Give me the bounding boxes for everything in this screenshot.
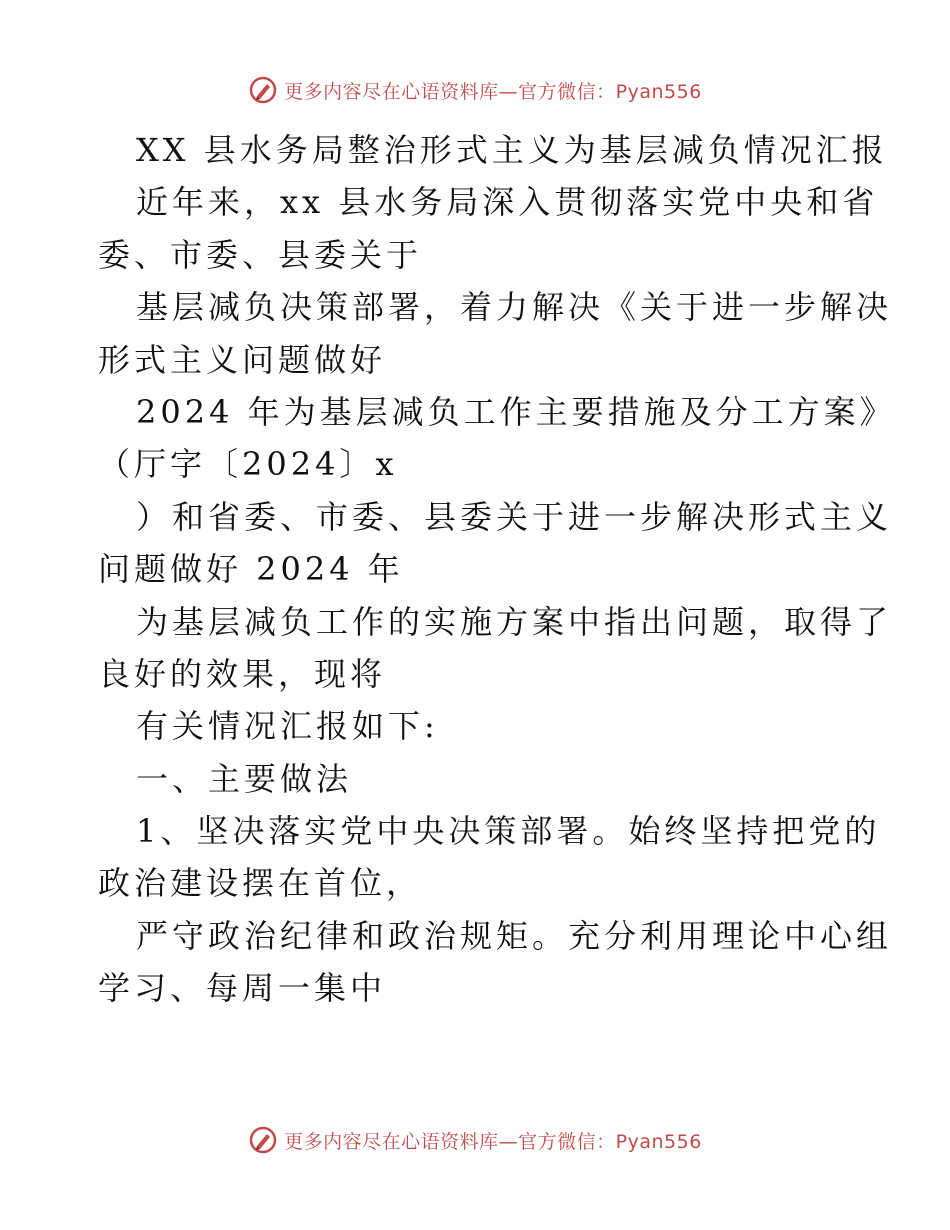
document-line: 问题做好 2024 年 xyxy=(98,550,404,589)
document-line: XX 县水务局整治形式主义为基层减负情况汇报 xyxy=(136,131,888,169)
watermark-banner-bottom xyxy=(0,1120,950,1160)
document-line: 有关情况汇报如下: xyxy=(136,707,439,746)
watermark-text: 更多内容尽在心语资料库—官方微信：Pyan556 xyxy=(284,80,702,103)
document-line: ）和省委、市委、县委关于进一步解决形式主义 xyxy=(136,497,893,536)
document-line: 形式主义问题做好 xyxy=(98,340,387,379)
document-line: 2024 年为基层减负工作主要措施及分工方案》 xyxy=(136,392,896,431)
pen-logo-icon xyxy=(248,75,278,105)
document-line: 严守政治纪律和政治规矩。充分利用理论中心组 xyxy=(136,916,893,955)
watermark-text: 更多内容尽在心语资料库—官方微信：Pyan556 xyxy=(284,1130,702,1153)
document-line: 近年来，xx 县水务局深入贯彻落实党中央和省 xyxy=(136,183,879,222)
document-line: 学习、每周一集中 xyxy=(98,969,387,1008)
document-line: （厅字〔2024〕x xyxy=(98,445,398,484)
document-line: 良好的效果，现将 xyxy=(98,654,387,693)
document-line: 基层减负决策部署，着力解决《关于进一步解决 xyxy=(136,288,893,327)
document-line: 政治建设摆在首位， xyxy=(98,864,423,903)
document-body xyxy=(98,124,896,1015)
document-line: 为基层减负工作的实施方案中指出问题，取得了 xyxy=(136,602,893,641)
watermark-banner-top xyxy=(0,70,950,110)
pen-logo-icon xyxy=(248,1125,278,1155)
document-line: 委、市委、县委关于 xyxy=(98,235,423,274)
document-line: 一、主要做法 xyxy=(136,759,353,798)
document-line: 1、坚决落实党中央决策部署。始终坚持把党的 xyxy=(136,812,881,851)
